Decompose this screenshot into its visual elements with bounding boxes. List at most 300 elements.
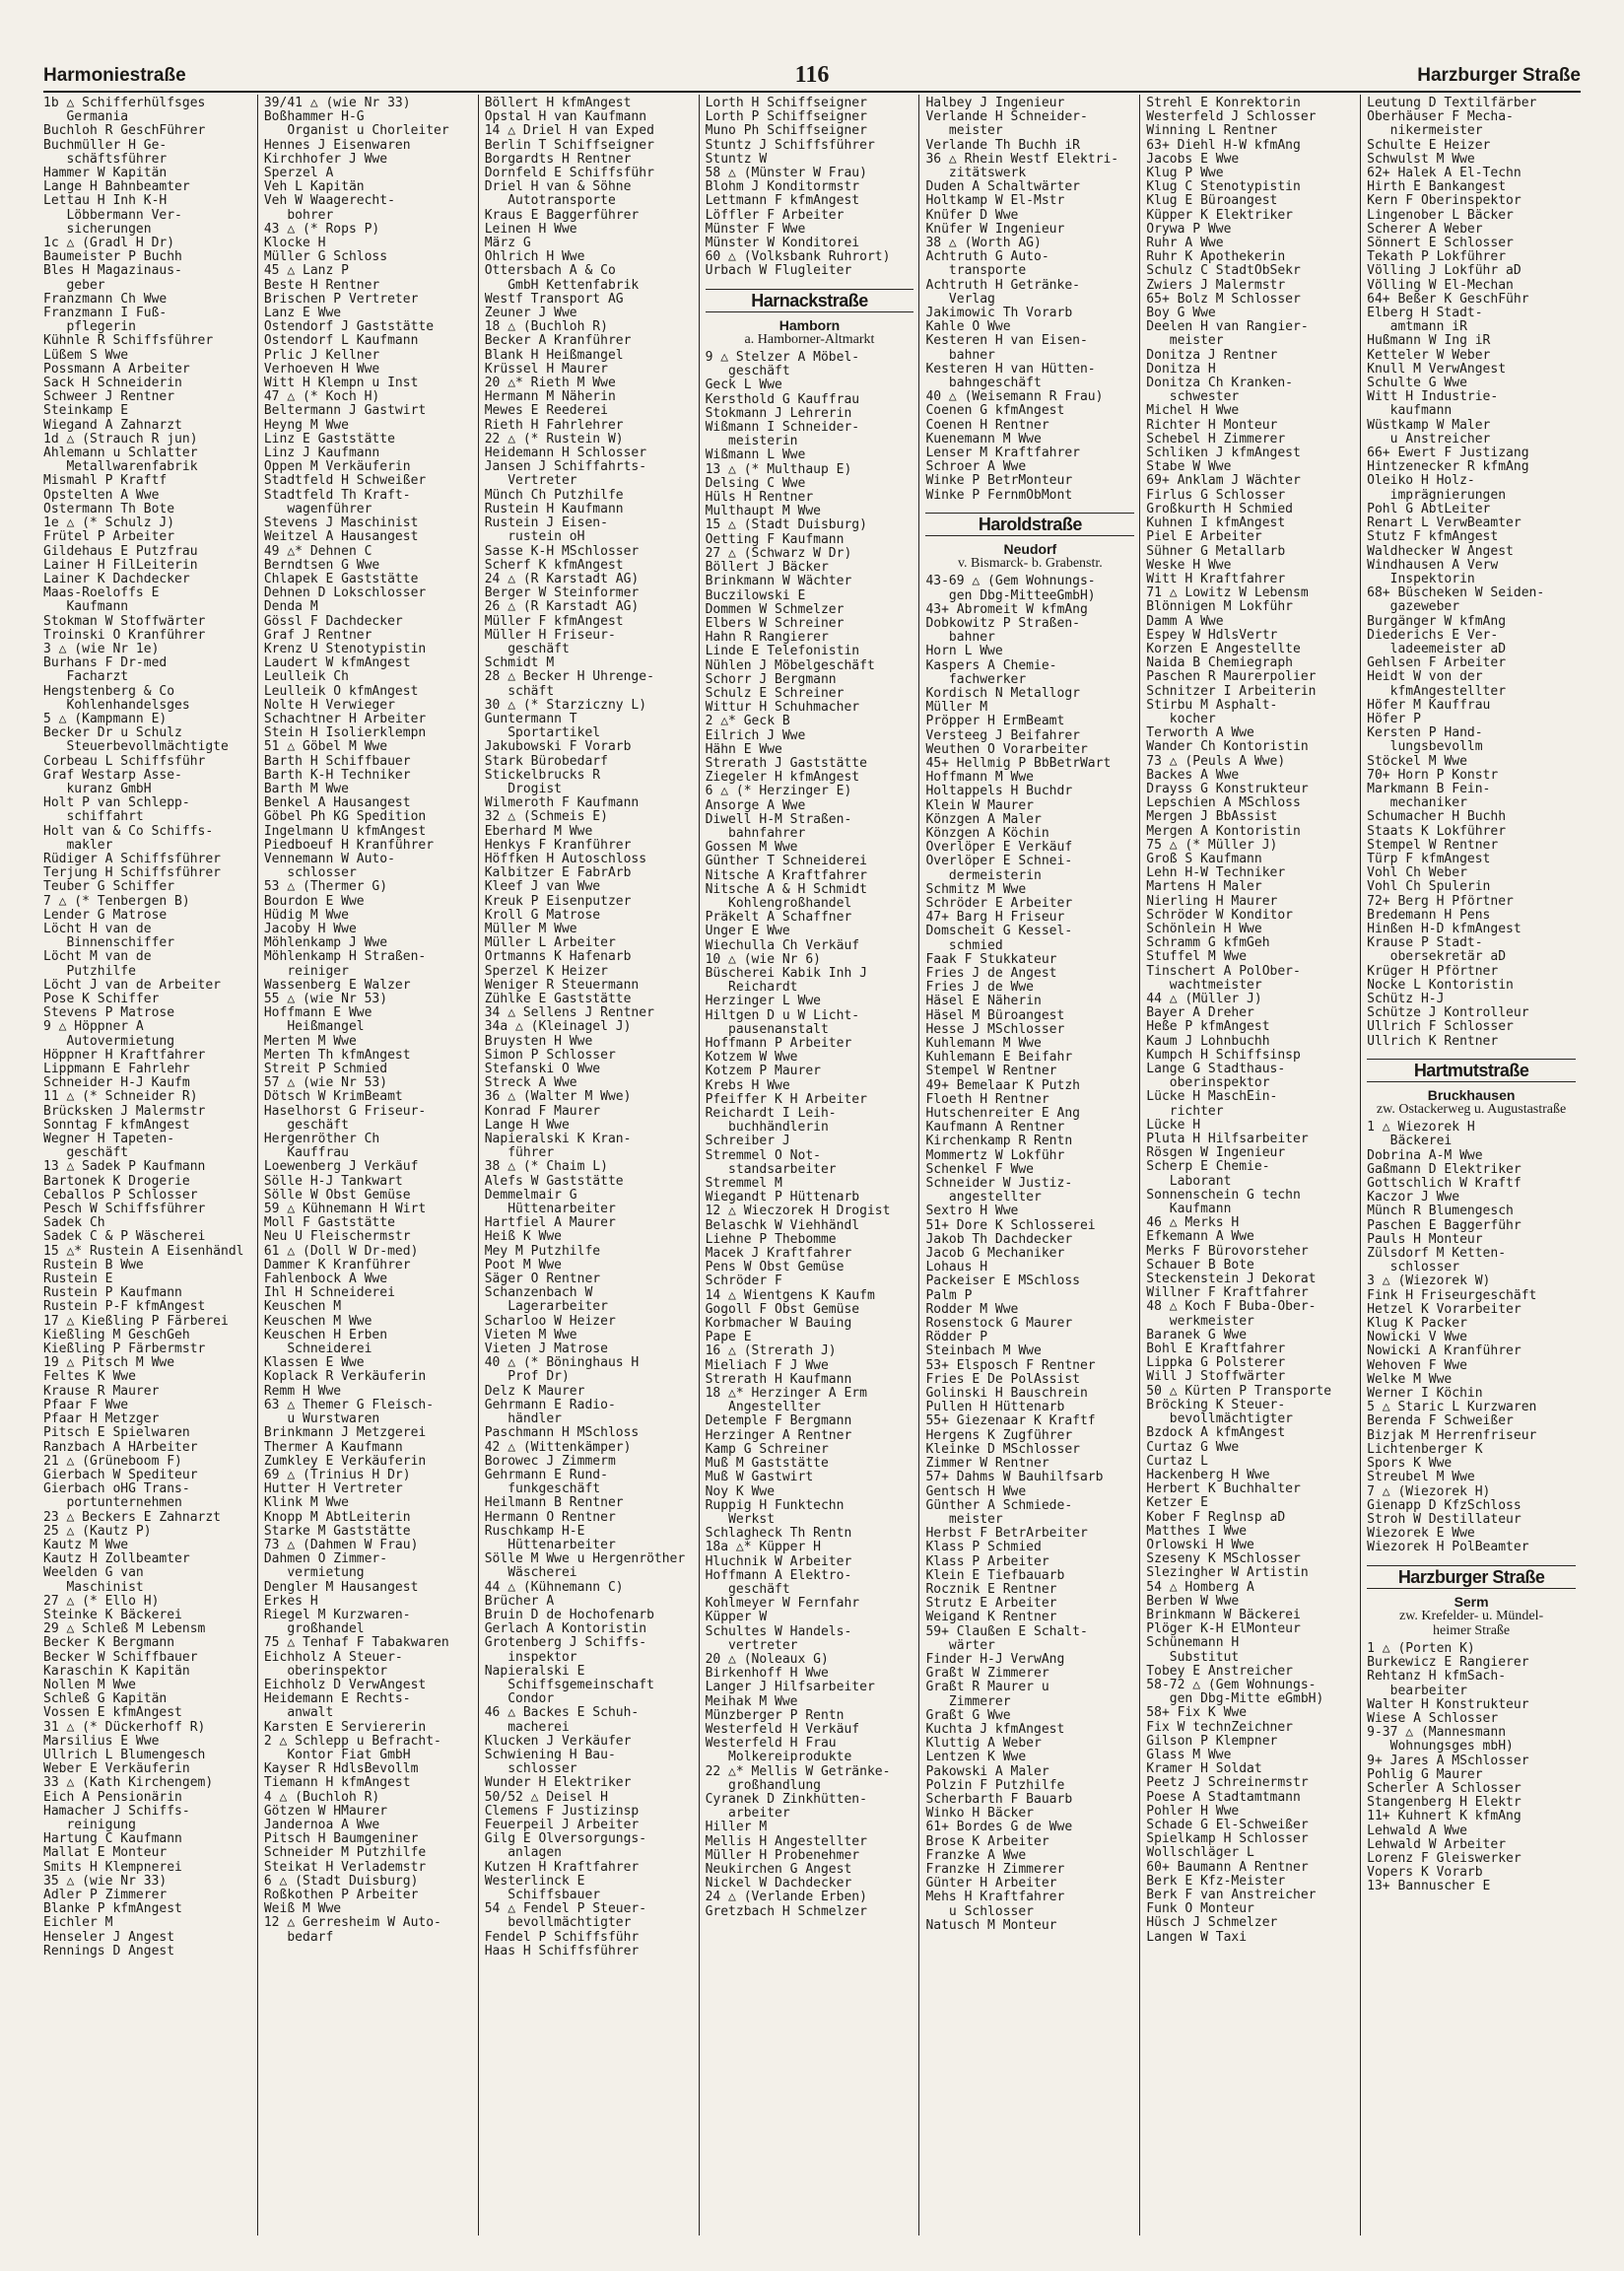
directory-entry: obersekretär aD [1367, 950, 1507, 965]
directory-entry: Schwiening H Bau- [484, 1748, 616, 1762]
directory-entry: Hußmann W Ing iR [1367, 334, 1491, 349]
directory-entry: Espey W HdlsVertr [1146, 628, 1278, 643]
directory-entry: Zimmer W Rentner [925, 1457, 1049, 1472]
directory-entry: Roßkothen P Arbeiter [263, 1889, 419, 1902]
directory-entry: Lange H Bahnbeamter [43, 180, 190, 195]
directory-entry: Lingenober L Bäcker [1367, 208, 1514, 223]
directory-entry: Achtruth G Auto- [925, 250, 1049, 265]
directory-entry: Klassen E Wwe [263, 1356, 365, 1371]
directory-entry: bedarf [263, 1930, 334, 1945]
directory-entry: 73 △ (Peuls A Wwe) [1146, 754, 1286, 769]
directory-entry: schlosser [484, 1762, 577, 1777]
directory-entry: Graf J Rentner [263, 628, 372, 643]
directory-entry: Fries J de Wwe [925, 981, 1035, 996]
directory-entry: Curtaz L [1146, 1454, 1208, 1469]
directory-entry: 2 △* Geck B [705, 715, 790, 729]
directory-entry: Delsing C Wwe [705, 476, 806, 491]
directory-entry: Kotzem P Maurer [705, 1065, 821, 1079]
directory-entry: Scherp E Chemie- [1146, 1160, 1270, 1175]
directory-entry: Damm A Wwe [1146, 614, 1224, 629]
directory-entry: Berk F van Anstreicher [1146, 1889, 1317, 1902]
directory-entry: Löcht M van de [43, 950, 152, 965]
directory-entry: 7 △ (* Tenbergen B) [43, 894, 190, 909]
directory-entry: Wilmeroth F Kaufmann [484, 796, 640, 811]
directory-entry: Wiese A Schlosser [1367, 1711, 1499, 1726]
directory-entry: Lehwald A Wwe [1367, 1824, 1467, 1838]
directory-entry: Barth M Wwe [263, 782, 349, 796]
directory-entry: Condor [484, 1692, 555, 1707]
directory-column [478, 95, 699, 2236]
directory-entry: Slezingher W Artistin [1146, 1566, 1309, 1581]
directory-entry: Boy G Wwe [1146, 307, 1216, 321]
directory-entry: Löcht J van de Arbeiter [43, 978, 222, 993]
directory-entry: Holtappels H Buchdr [925, 785, 1073, 799]
directory-entry: Riegel M Kurzwaren- [263, 1608, 411, 1622]
directory-entry: Ruschkamp H-E [484, 1524, 585, 1539]
directory-entry: Polzin F Putzhilfe [925, 1778, 1065, 1793]
directory-entry: Schneider H-J Kaufm [43, 1076, 190, 1091]
directory-entry: Organist u Chorleiter [263, 124, 449, 139]
directory-entry: mechaniker [1367, 796, 1467, 811]
directory-entry: Becker A Kranführer [484, 334, 632, 349]
directory-entry: 45 △ Lanz P [263, 264, 349, 279]
directory-entry: Lehn H-W Techniker [1146, 866, 1286, 881]
directory-entry: Schramm G kfmGeh [1146, 936, 1270, 951]
directory-entry: 5 △ Staric L Kurzwaren [1367, 1401, 1537, 1415]
directory-entry: 4 △ (Buchloh R) [263, 1790, 380, 1805]
directory-entry: Leutung D Textilfärber [1367, 97, 1537, 110]
directory-entry: Ranzbach A HArbeiter [43, 1440, 198, 1455]
directory-entry: Graf Westarp Asse- [43, 768, 182, 783]
directory-entry: Funk O Monteur [1146, 1902, 1254, 1917]
directory-entry: Höffken H Autoschloss [484, 852, 647, 866]
directory-entry: Hoffmann M Wwe [925, 771, 1035, 786]
directory-entry: Lepschien A MSchloss [1146, 796, 1301, 811]
directory-entry: Windhausen A Verw [1367, 558, 1499, 573]
directory-entry: Franzmann Ch Wwe [43, 292, 168, 307]
directory-entry: Brinkmann W Wächter [705, 575, 852, 589]
directory-entry: Ingelmann U kfmAngest [263, 824, 427, 839]
directory-entry: 38 △ (* Chaim L) [484, 1160, 608, 1175]
directory-entry: Hiltgen D u W Licht- [705, 1008, 860, 1023]
header-street-right: Harzburger Straße [1417, 65, 1581, 86]
directory-entry: 53 △ (Thermer G) [263, 880, 388, 895]
directory-entry: Sack H Schneiderin [43, 377, 182, 391]
directory-entry: meister [925, 1512, 1003, 1527]
directory-entry: händler [484, 1412, 562, 1427]
directory-entry: imprägnierungen [1367, 488, 1507, 503]
directory-entry: Mellis H Angestellter [705, 1834, 867, 1849]
directory-entry: Merks F Bürovorsteher [1146, 1244, 1309, 1259]
directory-entry: Laborant [1146, 1174, 1232, 1189]
directory-entry: Muno Ph Schiffseigner [705, 124, 867, 139]
directory-entry: Franzmann I Fuß- [43, 307, 168, 321]
directory-entry: Winke P BetrMonteur [925, 474, 1073, 489]
directory-entry: Geck L Wwe [705, 378, 782, 393]
directory-entry: Hüls H Rentner [705, 491, 814, 506]
directory-entry: Kleinke D MSchlosser [925, 1442, 1080, 1457]
directory-entry: 21 △ (Grüneboom F) [43, 1454, 182, 1469]
directory-entry: Fahlenbock A Wwe [263, 1273, 388, 1287]
directory-entry: Dengler M Hausangest [263, 1580, 419, 1595]
directory-entry: schäft [484, 684, 555, 699]
directory-entry: kfmAngestellter [1367, 684, 1507, 699]
directory-columns [43, 95, 1581, 2236]
directory-entry: Teuber G Schiffer [43, 880, 175, 895]
directory-entry: Feltes K Wwe [43, 1370, 136, 1385]
directory-entry: Völling W El-Mechan [1367, 278, 1514, 293]
directory-entry: Becker K Bergmann [43, 1636, 175, 1651]
directory-entry: Möhlenkamp J Wwe [263, 936, 388, 951]
directory-entry: Hamacher J Schiffs- [43, 1804, 190, 1819]
directory-entry: Küpper W [705, 1611, 768, 1625]
page-number: 116 [794, 62, 830, 88]
directory-entry: Pose K Schiffer [43, 993, 160, 1006]
directory-entry: Schulz E Schreiner [705, 686, 845, 701]
directory-entry: Leinen H Wwe [484, 222, 577, 237]
directory-entry: Stutz F kfmAngest [1367, 530, 1499, 545]
directory-column [1360, 95, 1581, 2236]
directory-entry: 40 △ (* Böninghaus H [484, 1356, 640, 1371]
directory-entry: Bayer A Dreher [1146, 1006, 1254, 1021]
directory-entry: Barth H Schiffbauer [263, 754, 411, 769]
directory-entry: Loewenberg J Verkäuf [263, 1160, 419, 1175]
directory-entry: Verlande Th Buchh iR [925, 138, 1080, 153]
directory-entry: Henseler J Angest [43, 1930, 175, 1945]
directory-entry: Möhlenkamp H Straßen- [263, 950, 427, 965]
directory-entry: Rustein E [43, 1273, 113, 1287]
directory-entry: Neu U Fleischermstr [263, 1230, 411, 1245]
directory-entry: Müller F kfmAngest [484, 614, 624, 629]
directory-entry: 43-69 △ (Gem Wohnungs- [925, 575, 1096, 589]
directory-entry: 34a △ (Kleinagel J) [484, 1020, 632, 1035]
directory-entry: 18a △* Küpper H [705, 1541, 821, 1555]
directory-entry: 12 △ Gerresheim W Auto- [263, 1916, 441, 1931]
directory-entry: Feuerpeil J Arbeiter [484, 1818, 640, 1832]
directory-entry: Hintzenecker R kfmAng [1367, 460, 1529, 475]
directory-entry: geschäft [705, 365, 790, 379]
directory-entry: Schroer A Wwe [925, 460, 1027, 475]
directory-entry: Poese A Stadtamtmann [1146, 1790, 1301, 1805]
directory-entry: Fendel P Schiffsführ [484, 1930, 640, 1945]
directory-entry: Guntermann T [484, 712, 577, 726]
directory-entry: Lohaus H [925, 1261, 988, 1275]
directory-entry: wagenführer [263, 502, 372, 516]
directory-entry: Steinbach M Wwe [925, 1344, 1042, 1359]
directory-entry: Gehrmann E Rund- [484, 1468, 608, 1482]
directory-entry: Heyng M Wwe [263, 418, 349, 433]
directory-entry: oberinspektor [263, 1664, 388, 1679]
directory-entry: Welke M Wwe [1367, 1372, 1453, 1387]
directory-entry: Stangenberg H Elektr [1367, 1796, 1522, 1811]
directory-entry: Hermann O Rentner [484, 1510, 616, 1525]
directory-entry: Rodder M Wwe [925, 1302, 1019, 1317]
directory-entry: Wiezorek E Wwe [1367, 1527, 1475, 1542]
directory-entry: Tekath P Lokführer [1367, 250, 1507, 265]
directory-entry: Kuhlemann M Wwe [925, 1037, 1042, 1051]
directory-entry: Hoffmann P Arbeiter [705, 1037, 852, 1051]
directory-entry: Jacoby H Wwe [263, 922, 357, 936]
directory-entry: Westerfeld H Frau [705, 1737, 837, 1752]
directory-entry: 36 △ (Walter M Wwe) [484, 1090, 632, 1105]
directory-entry: Schütz H-J [1367, 993, 1445, 1006]
directory-entry: Palm P [925, 1288, 973, 1303]
directory-entry: Brose K Arbeiter [925, 1834, 1049, 1849]
directory-entry: rustein oH [484, 530, 585, 545]
directory-entry: Sperzel K Heizer [484, 964, 608, 979]
directory-entry: 58 △ (Münster W Frau) [705, 167, 867, 181]
directory-entry: 63+ Diehl H-W kfmAng [1146, 138, 1301, 153]
directory-entry: standsarbeiter [705, 1162, 837, 1177]
directory-entry: 3 △ (Wiezorek W) [1367, 1274, 1491, 1289]
directory-entry: Schauer B Bote [1146, 1258, 1254, 1273]
directory-entry: 60 △ (Volksbank Ruhrort) [705, 250, 891, 265]
directory-entry: Schorr J Bergmann [705, 672, 837, 687]
directory-entry: Holt van & Co Schiffs- [43, 824, 214, 839]
directory-entry: Jakubowski F Vorarb [484, 740, 632, 755]
directory-entry: Lüßem S Wwe [43, 348, 129, 363]
directory-entry: 63 △ Themer G Fleisch- [263, 1398, 435, 1412]
directory-entry: Kesteren H van Hütten- [925, 362, 1096, 377]
directory-entry: Stevens P Matrose [43, 1006, 175, 1021]
directory-column [257, 95, 478, 2236]
directory-entry: Hackenberg H Wwe [1146, 1468, 1270, 1482]
directory-entry: Multhaupt M Wwe [705, 505, 821, 519]
directory-entry: 13 △ (* Multhaup E) [705, 462, 852, 477]
directory-entry: Pullen H Hüttenarb [925, 1401, 1065, 1415]
directory-entry: Sperzel A [263, 167, 334, 181]
directory-entry: geber [43, 278, 105, 293]
directory-entry: Rustein B Wwe [43, 1258, 144, 1273]
directory-entry: Vennemann W Auto- [263, 852, 395, 866]
directory-entry: Boßhammer H-G [263, 110, 365, 125]
directory-entry: Vopers K Vorarb [1367, 1866, 1483, 1881]
directory-entry: Pohl G AbtLeiter [1367, 502, 1491, 516]
directory-entry: Lanz E Wwe [263, 307, 342, 321]
directory-entry: Stöckel M Wwe [1367, 754, 1467, 769]
directory-entry: Pfaar F Wwe [43, 1398, 129, 1412]
directory-entry: Brücksken J Malermstr [43, 1104, 206, 1119]
directory-entry: Walter H Konstrukteur [1367, 1697, 1529, 1712]
directory-entry: Krenz U Stenotypistin [263, 642, 427, 656]
directory-entry: 59+ Claußen E Schalt- [925, 1624, 1088, 1639]
directory-entry: Hutschenreiter E Ang [925, 1107, 1080, 1122]
directory-entry: kaufmann [1367, 404, 1453, 419]
directory-entry: Drayss G Konstrukteur [1146, 782, 1309, 796]
directory-entry: Meihak M Wwe [705, 1694, 798, 1709]
directory-entry: Hahn R Rangierer [705, 631, 829, 646]
directory-entry: anlagen [484, 1846, 562, 1861]
directory-entry: Winning L Rentner [1146, 124, 1278, 139]
directory-entry: 1b △ Schifferhülfsges [43, 97, 206, 110]
directory-entry: Jacobs E Wwe [1146, 152, 1240, 167]
directory-entry: Rustein P Kaufmann [43, 1286, 182, 1301]
directory-entry: Hergens K Zugführer [925, 1428, 1073, 1443]
directory-entry: Pens W Obst Gemüse [705, 1261, 845, 1275]
directory-entry: Blank H Heißmangel [484, 348, 624, 363]
directory-entry: Remm H Wwe [263, 1384, 342, 1399]
directory-entry: Golinski H Bauschrein [925, 1387, 1088, 1402]
directory-entry: 22 △* Mellis W Getränke- [705, 1764, 891, 1779]
directory-entry: Zülsdorf M Ketten- [1367, 1247, 1507, 1262]
directory-entry: Oleiko H Holz- [1367, 474, 1475, 489]
directory-entry: 70+ Horn P Konstr [1367, 768, 1499, 783]
directory-entry: Mommertz W Lokführ [925, 1148, 1065, 1163]
directory-entry: Achtruth H Getränke- [925, 278, 1080, 293]
directory-entry: Clemens F Justizinsp [484, 1804, 640, 1819]
directory-entry: 49+ Bemelaar K Putzh [925, 1078, 1080, 1093]
directory-entry: Gierbach W Spediteur [43, 1468, 198, 1482]
directory-entry: Terjung H Schiffsführer [43, 866, 222, 881]
district-range: zw. Ostackerweg u. Augustastraße [1376, 1102, 1567, 1118]
directory-entry: 29 △ Schleß M Lebensm [43, 1622, 206, 1637]
directory-entry: Lettau H Inh K-H [43, 194, 168, 209]
directory-entry: Brinkmann W Bäckerei [1146, 1608, 1301, 1622]
directory-entry: Stadtfeld Th Kraft- [263, 488, 411, 503]
header-street-left: Harmoniestraße [43, 65, 186, 86]
directory-entry: Scharloo W Heizer [484, 1314, 616, 1329]
directory-entry: Jansen J Schiffahrts- [484, 460, 647, 475]
directory-entry: Napieralski K Kran- [484, 1133, 632, 1147]
directory-entry: Küpper K Elektriker [1146, 208, 1294, 223]
directory-entry: Blanke P kfmAngest [43, 1902, 182, 1917]
directory-entry: Stremmel M [705, 1177, 782, 1192]
directory-entry: Jacob G Mechaniker [925, 1247, 1065, 1262]
directory-entry: Scherer A Weber [1367, 222, 1483, 237]
directory-entry: Nowicki V Wwe [1367, 1331, 1467, 1345]
directory-entry: Driel H van & Söhne [484, 180, 632, 195]
directory-entry: Nocke L Kontoristin [1367, 978, 1514, 993]
directory-entry: 64+ Beßer K GeschFühr [1367, 292, 1529, 307]
directory-entry: Leulleik Ch [263, 670, 349, 685]
directory-entry: Blönnigen M Lokführ [1146, 600, 1294, 615]
directory-entry: Poot M Wwe [484, 1258, 562, 1273]
directory-entry: Mieliach F J Wwe [705, 1358, 829, 1373]
directory-entry: Steikat H Verlademstr [263, 1860, 427, 1875]
directory-entry: Verlag [925, 292, 995, 307]
directory-entry: Grotenberg J Schiffs- [484, 1636, 647, 1651]
directory-entry: Nowicki A Kranführer [1367, 1344, 1522, 1359]
directory-entry: Gierbach oHG Trans- [43, 1482, 190, 1497]
page-header [43, 57, 1581, 93]
directory-entry: Keuschen H Erben [263, 1328, 388, 1342]
directory-entry: Müller L Arbeiter [484, 936, 616, 951]
directory-entry: Lainer H FilLeiterin [43, 558, 198, 573]
directory-entry: Bizjak M Herrenfriseur [1367, 1428, 1537, 1443]
directory-entry: Elbers W Schreiner [705, 616, 845, 631]
directory-entry: Herbert K Buchhalter [1146, 1482, 1301, 1497]
directory-entry: Martens H Maler [1146, 880, 1262, 895]
directory-entry: Nierling H Maurer [1146, 894, 1278, 909]
directory-entry: 1c △ (Gradl H Dr) [43, 237, 175, 251]
directory-entry: Kuhnen I kfmAngest [1146, 516, 1286, 531]
directory-entry: Mallat E Monteur [43, 1846, 168, 1861]
directory-entry: Blohm J Konditormstr [705, 180, 860, 195]
directory-entry: 54 △ Fendel P Steuer- [484, 1902, 647, 1917]
directory-entry: 15 △ (Stadt Duisburg) [705, 518, 867, 533]
directory-entry: Hartung C Kaufmann [43, 1832, 182, 1847]
directory-entry: Jakob Th Dachdecker [925, 1232, 1073, 1247]
directory-entry: Oetting F Kaufmann [705, 532, 845, 547]
directory-entry: Baumeister P Buchh [43, 250, 182, 265]
directory-entry: Bruysten H Wwe [484, 1034, 593, 1049]
directory-entry: Kayser R HdlsBevollm [263, 1762, 419, 1777]
directory-entry: Laudert W kfmAngest [263, 656, 411, 671]
district-range: zw. Krefelder- u. Mündel- heimer Straße [1399, 1608, 1544, 1638]
directory-entry: Herzinger A Rentner [705, 1428, 852, 1443]
directory-entry: 9 △ Höppner A [43, 1020, 144, 1035]
directory-entry: Pohler H Wwe [1146, 1804, 1240, 1819]
directory-entry: Holt P van Schlepp- [43, 796, 190, 811]
directory-entry: Klass P Arbeiter [925, 1554, 1049, 1569]
directory-entry: Krause R Maurer [43, 1384, 160, 1399]
directory-entry: Kluttig A Weber [925, 1737, 1042, 1752]
directory-entry: Neukirchen G Angest [705, 1862, 852, 1877]
directory-entry: Markmann B Fein- [1367, 782, 1491, 796]
directory-entry: Waldhecker W Angest [1367, 544, 1514, 559]
directory-entry: Prlic J Kellner [263, 348, 380, 363]
directory-entry: Rennings D Angest [43, 1944, 175, 1959]
directory-entry: Streck A Wwe [484, 1076, 577, 1091]
directory-entry: Strerath H Kaufmann [705, 1372, 852, 1387]
directory-entry: Germania [43, 110, 129, 125]
directory-entry: Rustein P-F kfmAngest [43, 1300, 206, 1315]
directory-entry: Schneiderei [263, 1342, 372, 1357]
directory-entry: Wassenberg E Walzer [263, 978, 411, 993]
directory-entry: Westf Transport AG [484, 292, 624, 307]
street-heading: Harzburger Straße [1367, 1565, 1576, 1589]
directory-entry: 16 △ (Strerath J) [705, 1344, 837, 1359]
directory-entry: sicherungen [43, 222, 152, 237]
directory-entry: Heidemann H Schlosser [484, 447, 647, 461]
directory-entry: Steckenstein J Dekorat [1146, 1273, 1317, 1287]
directory-entry: Schiffsbauer [484, 1889, 601, 1902]
directory-entry: 27 △ (* Ello H) [43, 1594, 160, 1609]
directory-entry: Kohlengroßhandel [705, 896, 852, 911]
directory-entry: Ohlrich H Wwe [484, 250, 585, 265]
directory-entry: Klein W Maurer [925, 798, 1035, 813]
directory-entry: Stokman W Stoffwärter [43, 614, 206, 629]
directory-entry: Stefanski O Wwe [484, 1063, 601, 1077]
directory-entry: Veh L Kapitän [263, 180, 365, 195]
directory-entry: Kaufmann [1146, 1203, 1232, 1217]
directory-entry: Sölle H-J Tankwart [263, 1174, 403, 1189]
directory-entry: Schröder E Arbeiter [925, 896, 1073, 911]
directory-entry: Weiß M Wwe [263, 1902, 342, 1917]
directory-entry: Pfeiffer K H Arbeiter [705, 1092, 867, 1107]
directory-entry: Lehwald W Arbeiter [1367, 1837, 1507, 1852]
directory-entry: 24 △ (R Karstadt AG) [484, 572, 640, 586]
directory-entry: bahngeschäft [925, 377, 1042, 391]
directory-column [918, 95, 1139, 2236]
directory-entry: Bruin D de Hochofenarb [484, 1608, 654, 1622]
directory-entry: Fink H Friseurgeschäft [1367, 1288, 1537, 1303]
directory-entry: Wißmann L Wwe [705, 448, 806, 463]
directory-entry: Paschen E Baggerführ [1367, 1218, 1522, 1233]
directory-entry: 14 △ Wientgens K Kaufm [705, 1288, 875, 1303]
directory-entry: 32 △ (Schmeis E) [484, 810, 608, 825]
directory-entry: Vohl Ch Spulerin [1367, 880, 1491, 895]
directory-entry: Starke M Gaststätte [263, 1524, 411, 1539]
directory-entry: Karaschin K Kapitän [43, 1664, 190, 1679]
directory-entry: 57+ Dahms W Bauhilfsarb [925, 1471, 1104, 1485]
street-heading: Haroldstraße [925, 513, 1134, 536]
directory-entry: 62+ Halek A El-Techn [1367, 167, 1522, 181]
directory-entry: Paschen R Maurerpolier [1146, 670, 1317, 685]
directory-entry: Lentzen K Wwe [925, 1751, 1027, 1765]
directory-entry: Moll F Gaststätte [263, 1216, 395, 1231]
directory-entry: 58-72 △ (Gem Wohnungs- [1146, 1678, 1317, 1692]
